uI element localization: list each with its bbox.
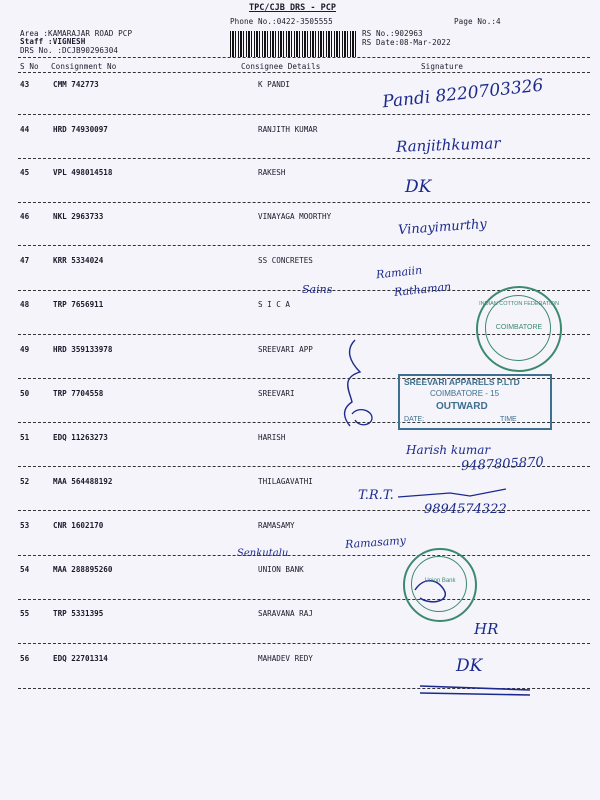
signature-row-52-a: T.R.T.	[358, 488, 394, 503]
row-consignment: CNR 1602170	[53, 521, 104, 530]
row-sno: 44	[20, 125, 30, 134]
row-consignment: VPL 498014518	[53, 168, 113, 177]
row-sno: 46	[20, 212, 30, 221]
row-consignment: TRP 7704558	[53, 389, 104, 398]
signature-row-51-b: 9487805870	[460, 454, 545, 475]
row-sno: 50	[20, 389, 30, 398]
page-number: Page No.:4	[454, 17, 501, 26]
signature-row-46: Vinayimurthy	[397, 216, 488, 239]
signature-row-47-a: Ramaiin	[375, 263, 423, 282]
row-sno: 51	[20, 433, 30, 442]
stamp-company: SREEVARI APPARELS P.LTD	[404, 377, 520, 387]
signature-underline-52	[398, 489, 506, 497]
row-consignment: HRD 359133978	[53, 345, 113, 354]
signature-row-52-b: 9894574322	[424, 502, 507, 517]
row-consignment: EDQ 22701314	[53, 654, 108, 663]
document-title: TPC/CJB DRS - PCP	[249, 3, 336, 13]
signature-row-56: DK	[456, 656, 483, 676]
row-sno: 56	[20, 654, 30, 663]
cotton-federation-stamp	[476, 286, 562, 372]
signature-row-53-b: Senkutalu	[237, 548, 289, 559]
row-consignee: RANJITH KUMAR	[258, 125, 318, 134]
row-consignment: CMM 742773	[53, 80, 99, 89]
row-sno: 47	[20, 256, 30, 265]
rs-number: RS No.:902963	[362, 29, 423, 38]
column-signature: Signature	[421, 62, 464, 71]
row-consignee: UNION BANK	[258, 565, 304, 574]
signature-row-53: Ramasamy	[344, 533, 407, 552]
loop-mark	[352, 410, 372, 425]
row-consignment: HRD 74930097	[53, 125, 108, 134]
row-sno: 49	[20, 345, 30, 354]
row-sno: 48	[20, 300, 30, 309]
signature-row-47-c: Rathaman	[393, 280, 452, 299]
row-sno: 52	[20, 477, 30, 486]
rs-date: RS Date:08-Mar-2022	[362, 38, 451, 47]
row-consignee: SREEVARI APP	[258, 345, 313, 354]
row-consignment: NKL 2963733	[53, 212, 104, 221]
row-consignment: MAA 288895260	[53, 565, 113, 574]
row-consignee: THILAGAVATHI	[258, 477, 313, 486]
stamp-time-label: TIME	[500, 416, 517, 423]
stamp-city: COIMBATORE - 15	[430, 389, 500, 398]
row-consignment: KRR 5334024	[53, 256, 104, 265]
row-consignee: SARAVANA RAJ	[258, 609, 313, 618]
signature-row-45: DK	[405, 177, 432, 197]
scratch-mark-56	[420, 686, 530, 695]
row-consignee: RAKESH	[258, 168, 286, 177]
row-consignee: SS CONCRETES	[258, 256, 313, 265]
stamp-outward: OUTWARD	[436, 401, 488, 412]
row-sno: 43	[20, 80, 30, 89]
row-sno: 55	[20, 609, 30, 618]
signature-row-55: HR	[474, 620, 499, 638]
area-label: Area :KAMARAJAR ROAD PCP	[20, 29, 133, 38]
stamp-text: Union Bank	[424, 578, 456, 584]
row-consignment: EDQ 11263273	[53, 433, 108, 442]
row-sno: 45	[20, 168, 30, 177]
phone-number: Phone No.:0422-3505555	[230, 17, 333, 26]
column-consignee: Consignee Details	[241, 62, 321, 71]
row-consignee: S I C A	[258, 300, 291, 309]
staff-label: Staff :VIGNESH	[20, 37, 86, 46]
signature-row-47-b: Sains	[302, 283, 333, 296]
drs-number: DRS No. :DCJB90296304	[20, 46, 119, 55]
column-consignment: Consignment No	[51, 62, 117, 71]
sreevari-outward-stamp	[398, 374, 552, 430]
signature-row-43: Pandi 8220703326	[381, 75, 545, 113]
union-bank-stamp	[403, 548, 477, 622]
row-consignee: RAMASAMY	[258, 521, 295, 530]
row-consignee: HARISH	[258, 433, 286, 442]
row-consignee: VINAYAGA MOORTHY	[258, 212, 332, 221]
row-consignee: MAHADEV REDY	[258, 654, 313, 663]
row-consignee: K PANDI	[258, 80, 291, 89]
row-consignment: TRP 5331395	[53, 609, 104, 618]
row-sno: 54	[20, 565, 30, 574]
row-sno: 53	[20, 521, 30, 530]
row-consignment: TRP 7656911	[53, 300, 104, 309]
signature-row-51-a: Harish kumar	[406, 443, 491, 457]
stamp-date-label: DATE:	[404, 416, 425, 423]
stamp-city: COIMBATORE	[495, 324, 543, 331]
column-sno: S No	[20, 62, 39, 71]
stamp-text: INDIAN COTTON FEDERATION	[479, 301, 559, 307]
signature-row-44: Ranjithkumar	[395, 134, 501, 156]
row-consignment: MAA 564488192	[53, 477, 113, 486]
row-consignee: SREEVARI	[258, 389, 295, 398]
